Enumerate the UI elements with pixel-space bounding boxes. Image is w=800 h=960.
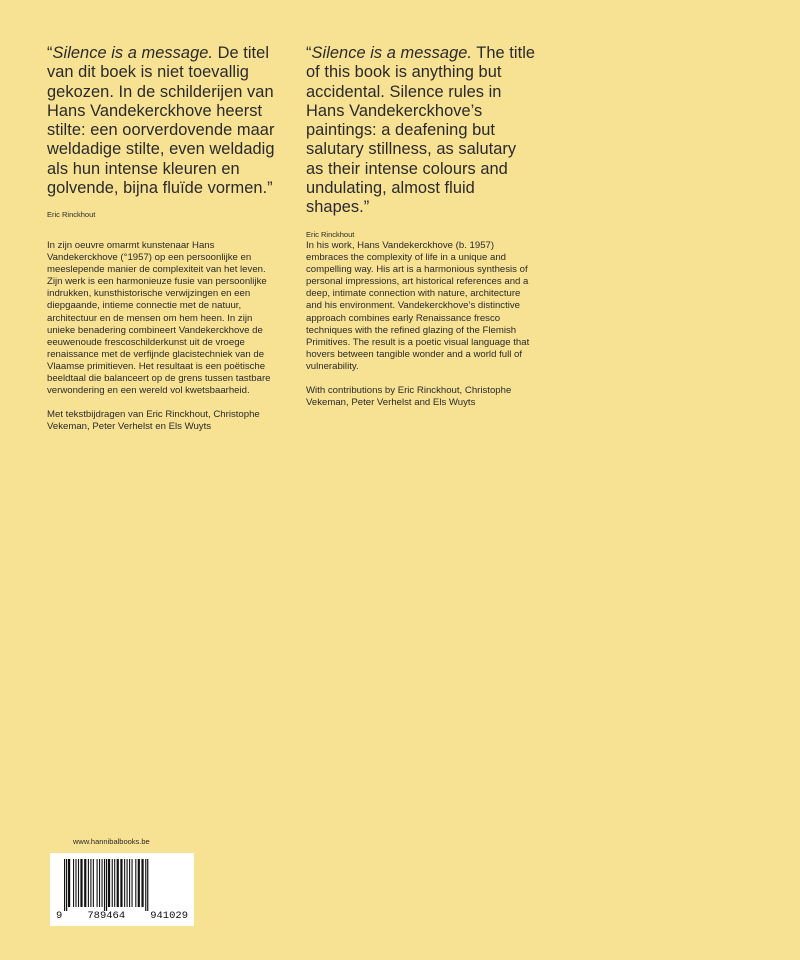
quote-dutch	[47, 44, 277, 198]
isbn-digit-group: 789464	[87, 910, 126, 922]
quote-attribution: Eric Rinckhout	[47, 210, 96, 220]
contributors-paragraph: Met tekstbijdragen van Eric Rinckhout, Christophe Vekeman, Peter Verhelst en Els Wuyts	[47, 409, 260, 433]
quote-open-mark: “	[47, 44, 53, 62]
description-paragraph: In zijn oeuvre omarmt kunstenaar Hans Vandekerckhove (°1957) op een persoonlijke en meeslepende manier de complexiteit van het leven. Zijn werk is een harmonieuze fusie van persoonlijke indrukken, kunsthistorische verwijzingen en een diepgaande, intieme connectie met de natuur, architectuur en de mensen om hem heen. In zijn unieke benadering combineert Vandekerckhove de eeuwenoude frescoschilderkunst uit de vroege renaissance met de verfijnde glacistechniek van de Vlaamse primitieven. Het resultaat is een poëtische beeldtaal die balanceert op de grens tussen tastbare verwondering en een wereld vol kwetsbaarheid.	[47, 240, 271, 397]
quote-block-dutch	[47, 44, 277, 219]
isbn-digits	[56, 910, 188, 922]
quote-italic-lead: Silence is a message.	[311, 44, 472, 62]
isbn-digit-group: 9	[56, 910, 63, 922]
description-paragraph: In his work, Hans Vandekerckhove (b. 1957) embraces the complexity of life in a unique and compelling way. His art is a harmonious synthesis of personal impressions, art historical references and a deep, intimate connection with nature, architecture and his environment. Vandekerckhove’s distinctive approach combines early Renaissance fresco techniques with the refined glazing of the Flemish Primitives. The result is a poetic visual language that hovers between tangible wonder and a world full of vulnerability.	[306, 240, 530, 372]
isbn-digit-group: 941029	[150, 910, 188, 922]
barcode-bars-graphic	[56, 859, 188, 911]
quote-attribution: Eric Rinckhout	[306, 229, 355, 239]
publisher-url[interactable]: www.hannibalbooks.be	[73, 837, 150, 846]
body-text-dutch	[47, 240, 277, 433]
quote-open-mark: “	[306, 44, 312, 62]
body-text-english	[306, 240, 536, 409]
quote-block-english	[306, 44, 536, 239]
quote-text: The title of this book is anything but accidental. Silence rules in Hans Vandekerckhove’s paintings: a deafening but salutary stillness, as salutary as their intense colours and undulating, almost fluid shapes.”	[306, 44, 536, 217]
quote-text: De titel van dit boek is niet toevallig gekozen. In de schilderijen van Hans Vandekerckhove heerst stilte: een oorverdovende maar weldadige stilte, even weldadig als hun intense kleuren en golvende, bijna fluïde vormen.”	[47, 44, 275, 198]
isbn-barcode	[50, 853, 194, 926]
contributors-paragraph: With contributions by Eric Rinckhout, Christophe Vekeman, Peter Verhelst and Els Wuyts	[306, 385, 512, 409]
quote-english	[306, 44, 536, 218]
quote-italic-lead: Silence is a message.	[52, 44, 213, 62]
